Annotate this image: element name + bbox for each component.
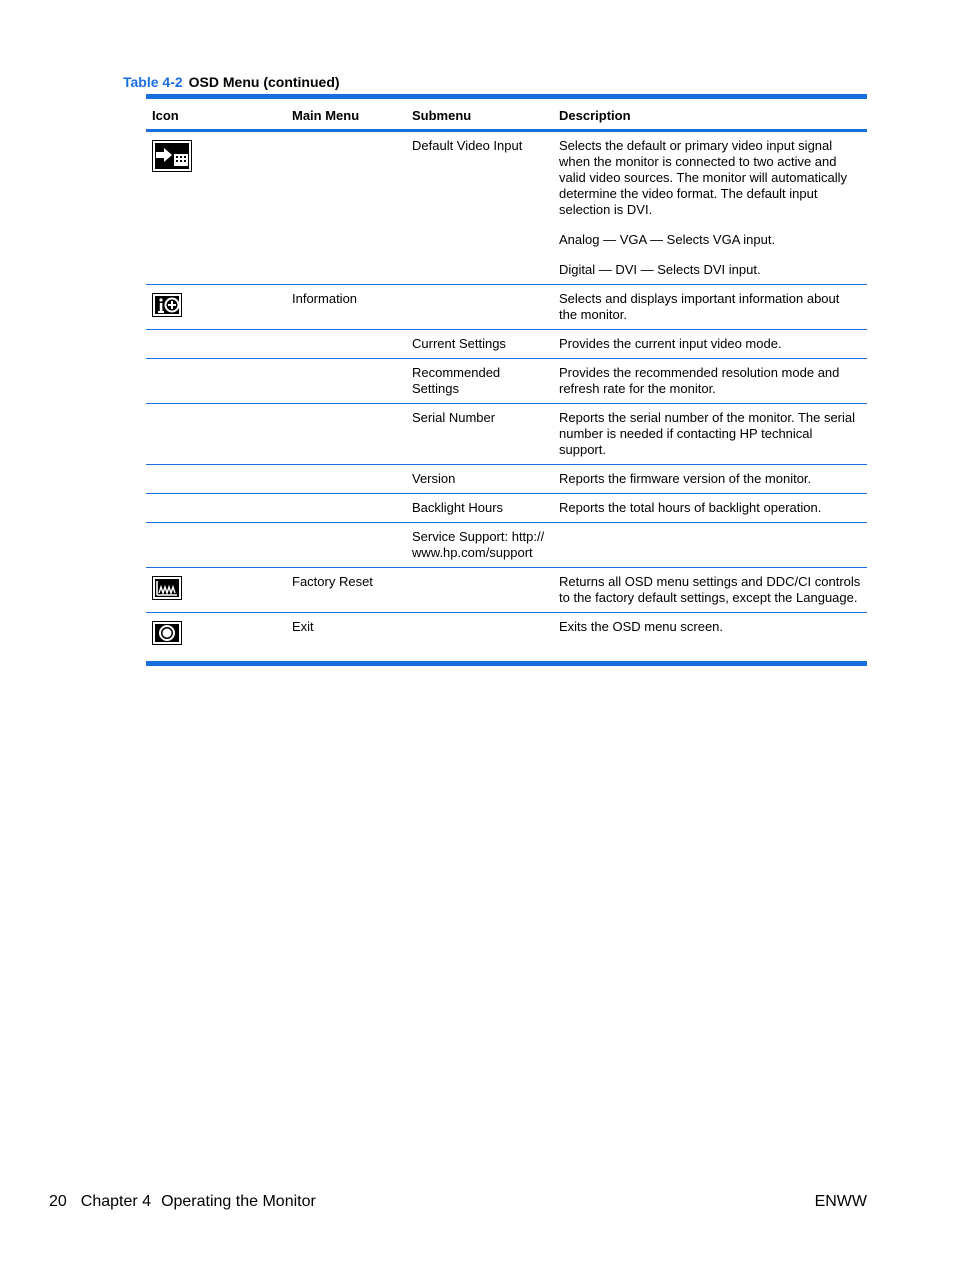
icon-cell — [146, 494, 286, 523]
main-menu-cell — [286, 330, 406, 359]
submenu-cell: Serial Number — [406, 404, 553, 465]
table-header-row — [146, 97, 867, 131]
main-menu-cell — [286, 131, 406, 285]
description-text: Selects and displays important information about the monitor. — [559, 291, 840, 322]
main-menu-cell: Factory Reset — [286, 568, 406, 613]
description-cell — [553, 494, 867, 523]
description-cell — [553, 523, 867, 568]
description-text: Returns all OSD menu settings and DDC/CI controls to the factory default settings, except the Language. — [559, 574, 861, 605]
description-cell — [553, 568, 867, 613]
header-main-menu: Main Menu — [286, 97, 406, 131]
icon-cell — [146, 131, 286, 285]
table-row — [146, 330, 867, 359]
header-description: Description — [553, 97, 867, 131]
table-row — [146, 465, 867, 494]
table-row — [146, 494, 867, 523]
description-cell — [553, 613, 867, 664]
exit-icon — [152, 621, 182, 645]
table-title: OSD Menu (continued) — [188, 74, 340, 90]
description-text: Reports the firmware version of the monitor. — [559, 471, 812, 486]
description-text: Selects the default or primary video input signal when the monitor is connected to two active and valid video sources. The monitor will automatically determine the video format. The default input selection is DVI. — [559, 138, 848, 217]
page-footer-right: ENWW — [814, 1193, 867, 1210]
description-cell — [553, 465, 867, 494]
icon-cell — [146, 613, 286, 664]
icon-cell — [146, 465, 286, 494]
table-row — [146, 404, 867, 465]
main-menu-cell — [286, 523, 406, 568]
description-cell — [553, 359, 867, 404]
submenu-cell: Service Support: http:// www.hp.com/support — [406, 523, 553, 568]
submenu-cell: Backlight Hours — [406, 494, 553, 523]
page-footer-left — [49, 1193, 316, 1211]
description-text: Provides the recommended resolution mode and refresh rate for the monitor. — [559, 365, 840, 396]
information-icon — [152, 293, 182, 317]
icon-cell — [146, 404, 286, 465]
table-row — [146, 613, 867, 664]
description-text: Analog — VGA — Selects VGA input. — [559, 232, 776, 247]
description-text: Provides the current input video mode. — [559, 336, 782, 351]
icon-cell — [146, 359, 286, 404]
description-cell — [553, 131, 867, 285]
chapter-title: Operating the Monitor — [161, 1193, 316, 1210]
icon-cell — [146, 568, 286, 613]
osd-menu-table — [146, 94, 867, 666]
main-menu-cell: Exit — [292, 619, 314, 634]
table-number: Table 4-2 — [123, 74, 183, 90]
table-row — [146, 568, 867, 613]
main-menu-cell: Information — [286, 285, 406, 330]
submenu-cell: Default Video Input — [406, 131, 553, 285]
main-menu-cell — [286, 465, 406, 494]
icon-cell — [146, 330, 286, 359]
table-row — [146, 523, 867, 568]
main-menu-cell — [286, 494, 406, 523]
submenu-cell — [406, 613, 553, 664]
submenu-cell — [406, 285, 553, 330]
description-text: Reports the total hours of backlight operation. — [559, 500, 822, 515]
factory-reset-icon — [152, 576, 182, 600]
table-row — [146, 131, 867, 285]
header-icon: Icon — [146, 97, 286, 131]
table-row — [146, 359, 867, 404]
description-text: Exits the OSD menu screen. — [559, 619, 724, 634]
submenu-cell: Version — [406, 465, 553, 494]
description-text: Digital — DVI — Selects DVI input. — [559, 262, 761, 277]
main-menu-cell — [286, 404, 406, 465]
submenu-cell: Recommended Settings — [406, 359, 553, 404]
icon-cell — [146, 285, 286, 330]
description-cell — [553, 330, 867, 359]
table-caption — [123, 74, 340, 90]
submenu-cell: Current Settings — [406, 330, 553, 359]
video-input-icon — [152, 140, 192, 172]
table-row — [146, 285, 867, 330]
page-number: 20 — [49, 1193, 67, 1210]
main-menu-cell — [286, 359, 406, 404]
chapter-label: Chapter 4 — [80, 1193, 152, 1210]
header-submenu: Submenu — [406, 97, 553, 131]
description-cell — [553, 404, 867, 465]
icon-cell — [146, 523, 286, 568]
description-cell — [553, 285, 867, 330]
description-text: Reports the serial number of the monitor. The serial number is needed if contacting HP technical support. — [559, 410, 856, 457]
submenu-cell — [406, 568, 553, 613]
